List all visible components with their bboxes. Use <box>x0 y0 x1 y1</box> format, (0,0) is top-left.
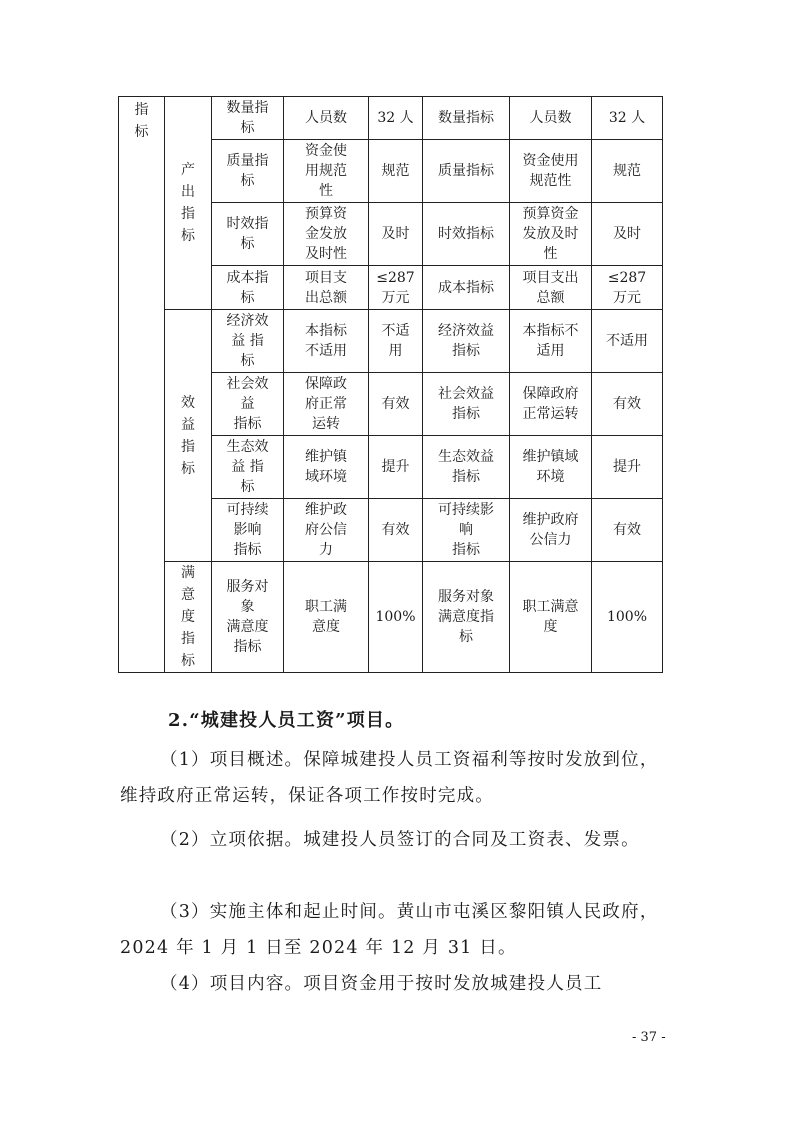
table-cell: ≤287 万元 <box>592 266 663 310</box>
table-cell: 资金使用 规范性 <box>510 140 592 203</box>
output-indicator-group: 产 出 指 标 <box>165 97 212 310</box>
table-cell: 社会效 益 指标 <box>212 373 284 436</box>
table-cell: 保障政府 正常运转 <box>510 373 592 436</box>
paragraph-overview: （1）项目概述。保障城建投人员工资福利等按时发放到位，维持政府正常运转，保证各项工作按时完成。 <box>120 750 659 806</box>
table-cell: 服务对象 满意度指 标 <box>423 562 510 673</box>
table-cell: 生态效 益 指 标 <box>212 436 284 499</box>
table-cell: 有效 <box>592 499 663 562</box>
table-cell: 规范 <box>369 140 423 203</box>
table-cell: 职工满 意度 <box>284 562 369 673</box>
table-cell: 及时 <box>369 203 423 266</box>
table-cell: 服务对 象 满意度 指标 <box>212 562 284 673</box>
paragraph-implementation: （3）实施主体和起止时间。黄山市屯溪区黎阳镇人民政府，2024 年 1 月 1 日至 2024 年 12 月 31 日。 <box>120 902 659 958</box>
table-cell: 本指标 不适用 <box>284 310 369 373</box>
table-cell: 职工满意 度 <box>510 562 592 673</box>
table-cell: 有效 <box>592 373 663 436</box>
table-cell: 数量指 标 <box>212 97 284 140</box>
paragraph-content: （4）项目内容。项目资金用于按时发放城建投人员工 <box>160 974 603 994</box>
table-cell: 经济效 益 指 标 <box>212 310 284 373</box>
table-cell: 可持续影 响 指标 <box>423 499 510 562</box>
table-cell: 维护镇 域环境 <box>284 436 369 499</box>
table-cell: 项目支 出总额 <box>284 266 369 310</box>
table-cell: 32 人 <box>592 97 663 140</box>
table-cell: 及时 <box>592 203 663 266</box>
table-cell: 有效 <box>369 373 423 436</box>
table-cell: 时效指标 <box>423 203 510 266</box>
table-cell: 资金使 用规范 性 <box>284 140 369 203</box>
table-cell: 100% <box>592 562 663 673</box>
table-cell: 社会效益 指标 <box>423 373 510 436</box>
table-cell: 数量指标 <box>423 97 510 140</box>
table-cell: 经济效益 指标 <box>423 310 510 373</box>
table-cell: 提升 <box>369 436 423 499</box>
table-cell: 维护镇域 环境 <box>510 436 592 499</box>
table-cell: 保障政 府正常 运转 <box>284 373 369 436</box>
table-cell: 质量指 标 <box>212 140 284 203</box>
table-cell: 有效 <box>369 499 423 562</box>
page-number: - 37 - <box>632 1030 666 1045</box>
section-heading: 2.“城建投人员工资”项目。 <box>168 710 405 731</box>
table-cell: 不适用 <box>592 310 663 373</box>
table-cell: 本指标不 适用 <box>510 310 592 373</box>
table-cell: 成本指 标 <box>212 266 284 310</box>
table-cell: 项目支出 总额 <box>510 266 592 310</box>
paragraph-basis: （2）立项依据。城建投人员签订的合同及工资表、发票。 <box>160 830 640 850</box>
table-cell: 32 人 <box>369 97 423 140</box>
table-cell: 提升 <box>592 436 663 499</box>
table-cell: 质量指标 <box>423 140 510 203</box>
performance-indicator-table <box>118 96 663 673</box>
table-cell: 100% <box>369 562 423 673</box>
satisfaction-indicator-group: 满 意 度 指 标 <box>165 562 212 673</box>
table-cell: 预算资金 发放及时 性 <box>510 203 592 266</box>
table-cell: 预算资 金发放 及时性 <box>284 203 369 266</box>
table-cell: 维护政 府公信 力 <box>284 499 369 562</box>
table-cell: 人员数 <box>284 97 369 140</box>
level1-indicator-label: 指 标 <box>119 97 165 673</box>
table-cell: 人员数 <box>510 97 592 140</box>
table-cell: 维护政府 公信力 <box>510 499 592 562</box>
table-cell: 成本指标 <box>423 266 510 310</box>
table-cell: 不适 用 <box>369 310 423 373</box>
table-cell: 规范 <box>592 140 663 203</box>
table-cell: 生态效益 指标 <box>423 436 510 499</box>
table-cell: ≤287 万元 <box>369 266 423 310</box>
table-cell: 可持续 影响 指标 <box>212 499 284 562</box>
table-cell: 时效指 标 <box>212 203 284 266</box>
benefit-indicator-group: 效 益 指 标 <box>165 310 212 562</box>
